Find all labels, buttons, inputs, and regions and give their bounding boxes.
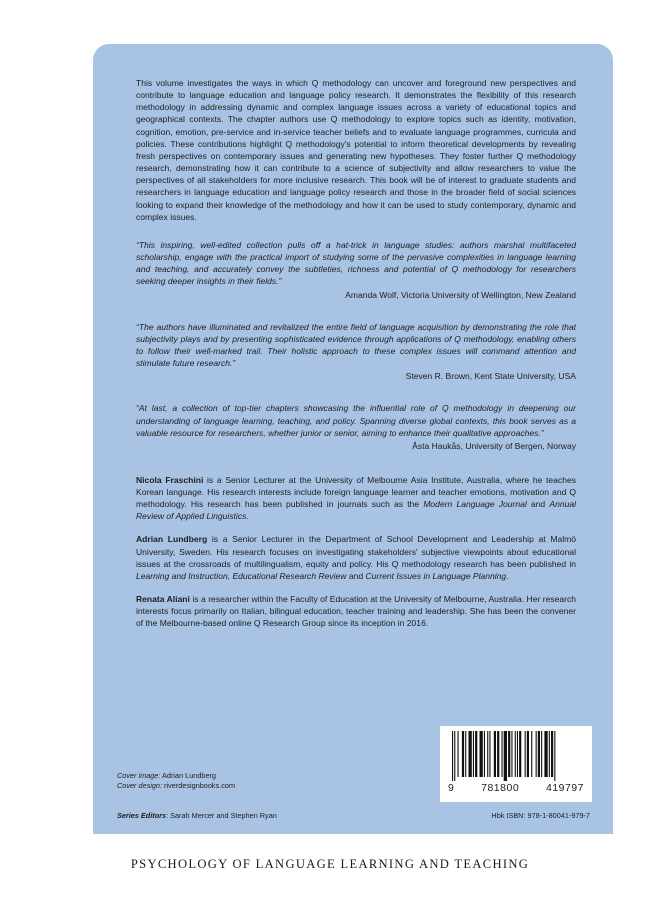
barcode-bar [504, 731, 507, 781]
barcode-bar [502, 731, 503, 777]
bio-text: and [346, 570, 366, 581]
barcode-bar [454, 731, 455, 781]
endorsement-attribution: Steven R. Brown, Kent State University, USA [405, 371, 576, 382]
book-description: This volume investigates the ways in which Q methodology can uncover and foreground new perspectives and contribute to language education and language policy research. It demonstrates the flexibility of this research methodology in addressing dynamic and complex language issues across a variety of educational topics and geographical contexts. The chapter authors use Q methodology to explore topics such as identity, motivation, cognition, emotion, pre-service and in-service teacher beliefs and to evaluate language programmes, curricula and policies. These contributions highlight Q methodology's potential to inform theoretical developments by revealing fresh perspectives on contemporary issues and generating new hypotheses. They foster further Q methodology research, demonstrating how it can contribute to a science of subjectivity and allow researchers to value the perspectives of all stakeholders for more inclusive research. This book will be of interest to graduate students and researchers in language education and language policy research and those in the broader field of social sciences looking to expand their knowledge of the methodology and how it can be used to study contemporary, dynamic and complex issues. [136, 78, 576, 222]
cover-credits [117, 771, 235, 791]
barcode-bar [465, 731, 466, 777]
bio-name: Renata Aliani [136, 593, 190, 604]
endorsement-3 [136, 402, 576, 452]
barcode-bar [527, 731, 529, 777]
bio-name: Adrian Lundberg [136, 534, 208, 545]
credit-value: riverdesignbooks.com [162, 781, 236, 790]
barcode-digit-group: 9 [448, 782, 455, 794]
barcode-bar [544, 731, 547, 777]
barcode-bar [452, 731, 453, 781]
barcode-bar [554, 731, 555, 781]
barcode-bar [538, 731, 540, 777]
series-editors [117, 811, 277, 820]
barcode-bar [494, 731, 496, 777]
endorsement-text: “This inspiring, well-edited collection pulls off a hat-trick in language studies: authors marshal multifaceted scholarship, engage with the practical import of studying some of the pervasive complexities in language learning and teaching, and accurately convey the subtleties, richness and potential of Q methodology for researchers seeking deeper insights in their fields.” [136, 239, 576, 287]
barcode-bar [531, 731, 532, 777]
endorsement-text: “The authors have illuminated and revitalized the entire field of language acquisition by demonstrating the role that subjectivity plays and by presenting sophisticated evidence through applications of Q methodology, enabling others to follow their well-marked trail. Their holistic approach to these complex issues will command attention and stimulate future research.” [136, 321, 576, 369]
barcode-bar [551, 731, 553, 777]
credit-label: Cover design: [117, 781, 163, 790]
cover-design-credit [117, 781, 235, 791]
barcode-bar [497, 731, 499, 777]
barcode-bar [517, 731, 518, 777]
bio-text: is a Senior Lecturer at the University of Melbourne Asia Institute, Australia, where he teaches Korean language. His research interests include foreign language learner and teacher emotions, motivation and Q methodology. His research has been published in journals such as the [136, 475, 576, 510]
bio-journal: Current Issues in Language Planning [365, 570, 507, 581]
bio-journal: Learning and Instruction, Educational Research Review [136, 570, 347, 581]
endorsement-1 [136, 239, 576, 301]
editor-bios [136, 474, 576, 629]
barcode-digit-group: 781800 [481, 782, 520, 794]
bio-name: Nicola Fraschini [136, 475, 204, 486]
isbn-text: Hbk ISBN: 978-1-80041-979-7 [491, 811, 590, 820]
barcode-bar [508, 731, 510, 777]
barcode-bar [519, 731, 521, 777]
barcode-bar [525, 731, 526, 777]
barcode-bar [489, 731, 490, 777]
series-value: : Sarah Mercer and Stephen Ryan [166, 811, 277, 820]
cover-image-credit [117, 771, 235, 781]
bio-renata-aliani [136, 593, 576, 629]
series-title: PSYCHOLOGY OF LANGUAGE LEARNING AND TEACHING [130, 857, 530, 871]
barcode-bar [541, 731, 542, 777]
bio-adrian-lundberg [136, 533, 576, 581]
barcode-digit-group: 419797 [545, 782, 584, 794]
bio-journal: Annual Review of Applied Linguistics [136, 499, 577, 522]
endorsement-attribution: Åsta Haukås, University of Bergen, Norway [412, 440, 576, 451]
endorsement-2 [136, 321, 576, 383]
bio-text: . [246, 511, 249, 522]
bio-text: is a Senior Lecturer in the Department of School Development and Leadership at Malmö University, Sweden. His research focuses on investigating stakeholders' subjective viewpoints about educational issues at the crossroads of multilingualism, equity and policy. His Q methodology research has been published in [136, 534, 576, 569]
bio-text: and [526, 499, 550, 510]
endorsement-attribution: Amanda Wolf, Victoria University of Wellington, New Zealand [345, 289, 576, 300]
barcode-bar [480, 731, 483, 777]
barcode-bar [469, 731, 472, 777]
barcode-digits [446, 782, 586, 794]
barcode-bar [473, 731, 474, 777]
cover-content [136, 77, 576, 640]
barcode-bar [549, 731, 550, 777]
series-label: Series Editors [117, 811, 167, 820]
credit-label: Cover image: [117, 771, 161, 780]
endorsement-text: “At last, a collection of top-tier chapters showcasing the influential role of Q methodology in deepening our understanding of language learning, teaching, and policy. Spanning diverse global contexts, this book serves as a valuable resource for researchers, whether junior or senior, aiming to enhance their qualitative approaches.” [136, 403, 576, 438]
barcode-bar [484, 731, 485, 777]
barcode-bar [536, 731, 537, 777]
barcode-bars [446, 731, 586, 781]
bio-journal: Modern Language Journal [423, 499, 527, 510]
bio-text: is a researcher within the Faculty of Education at the University of Melbourne, Australia. Her research interests focus primarily on Italian, bilingual education, teacher training and leadership. She has been the convener of the Melbourne-based online Q Research Group since its inception in 2016. [136, 593, 577, 628]
barcode-bar [475, 731, 477, 777]
bio-nicola-fraschini [136, 474, 576, 522]
barcode-bar [458, 731, 459, 777]
bio-text: . [506, 570, 509, 581]
barcode-bar [487, 731, 488, 777]
barcode-bar [515, 731, 516, 777]
barcode-bar [511, 731, 512, 777]
credit-value: Adrian Lundberg [160, 771, 216, 780]
back-cover-panel [93, 44, 613, 834]
isbn-barcode [440, 726, 592, 802]
barcode-bar [462, 731, 464, 777]
